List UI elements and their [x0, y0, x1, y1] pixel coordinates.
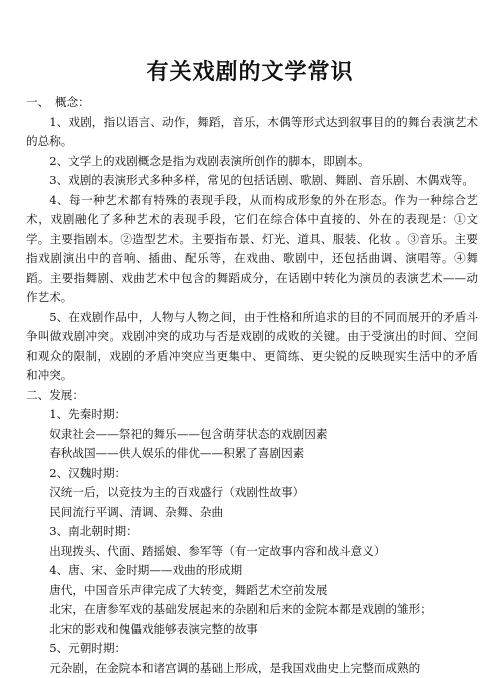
period-line: 元杂剧，在金院本和诸宫调的基础上形成，是我国戏曲史上完整而成熟的: [26, 659, 478, 678]
document-body: [26, 93, 478, 678]
period-heading: 2、汉魏时期：: [26, 464, 478, 484]
concept-item-5: 5、在戏剧作品中，人物与人物之间，由于性格和所追求的目的不同而展开的矛盾斗争叫做戏剧冲突。戏剧冲突的成功与否是戏剧的成败的关键。由于受演出的时间、空间和观众的限制，戏剧的矛盾冲突应当更集中、更简练、更尖锐的反映现实生活中的矛盾和冲突。: [26, 308, 478, 386]
concept-item-2: 2、文学上的戏剧概念是指为戏剧表演所创作的脚本，即剧本。: [26, 152, 478, 172]
period-line: 奴隶社会——祭祀的舞乐——包含萌芽状态的戏剧因素: [26, 425, 478, 445]
period-line: 春秋战国——供人娱乐的俳优——积累了喜剧因素: [26, 444, 478, 464]
period-heading: 5、元朝时期：: [26, 639, 478, 659]
period-line: 汉统一后，以竞技为主的百戏盛行（戏剧性故事）: [26, 483, 478, 503]
period-line: 唐代，中国音乐声律完成了大转变，舞蹈艺术空前发展: [26, 581, 478, 601]
document-title: 有关戏剧的文学常识: [0, 55, 500, 86]
concept-item-1: 1、戏剧，指以语言、动作，舞蹈，音乐，木偶等形式达到叙事目的的舞台表演艺术的总称。: [26, 113, 478, 152]
concept-item-4: 4、每一种艺术都有特殊的表现手段，从而构成形象的外在形态。作为一种综合艺术，戏剧融化了多种艺术的表现手段，它们在综合体中直接的、外在的表现是：①文学。主要指剧本。②造型艺术。主要指布景、灯光、道具、服装、化妆 。③音乐。主要指戏剧演出中的音响、插曲、配乐等，在戏曲、歌剧中，还包括曲调、演唱等。④舞蹈。主要指舞剧、戏曲艺术中包含的舞蹈成分，在话剧中转化为演员的表演艺术——动作艺术。: [26, 191, 478, 308]
period-heading: 3、南北朝时期：: [26, 522, 478, 542]
period-line: 民间流行平调、清调、杂舞、杂曲: [26, 503, 478, 523]
period-line: 出现拨头、代面、踏摇娘、参军等（有一定故事内容和战斗意义）: [26, 542, 478, 562]
section-heading-concepts: 一、 概念：: [26, 93, 478, 113]
period-heading: 1、先秦时期：: [26, 405, 478, 425]
period-heading: 4、唐、宋、金时期——戏曲的形成期: [26, 561, 478, 581]
concept-item-3: 3、戏剧的表演形式多种多样，常见的包括话剧、歌剧、舞剧、音乐剧、木偶戏等。: [26, 171, 478, 191]
section-heading-development: 二、发展：: [26, 386, 478, 406]
period-line: 北宋，在唐参军戏的基础发展起来的杂剧和后来的金院本都是戏剧的雏形；: [26, 600, 478, 620]
period-line: 北宋的影戏和傀儡戏能够表演完整的故事: [26, 620, 478, 640]
